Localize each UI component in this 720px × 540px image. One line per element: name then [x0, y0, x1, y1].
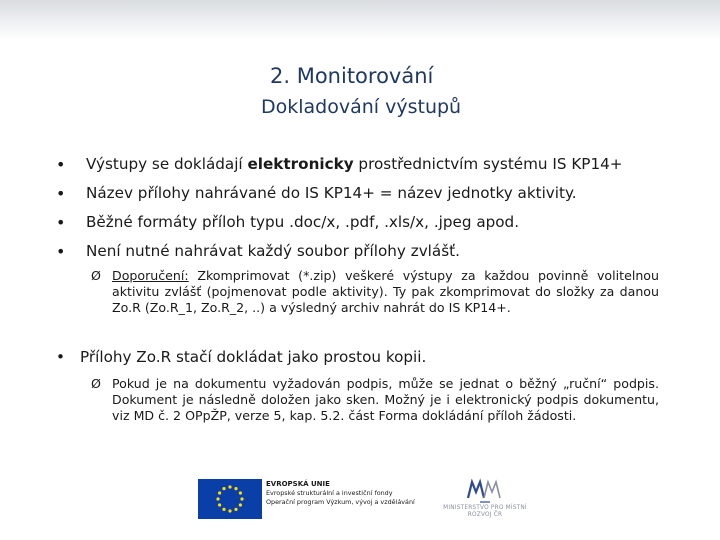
sub-bullet-signature	[91, 376, 659, 424]
ministry-caption: MINISTERSTVO PRO MÍSTNÍ ROZVOJ ČR	[443, 505, 527, 518]
list-item	[56, 348, 426, 366]
slide-title: 2. Monitorování	[270, 64, 434, 88]
bullet-5-text: Přílohy Zo.R stačí dokládat jako prostou kopii.	[80, 348, 427, 366]
bullet-1-text-end: prostřednictvím systému IS KP14+	[353, 155, 623, 173]
eu-programme-line: Operační program Výzkum, vývoj a vzdělávání	[266, 498, 415, 507]
main-bullet-list	[55, 150, 685, 266]
list-item	[55, 208, 685, 237]
list-item	[55, 237, 685, 266]
bullet-2-text: Název přílohy nahrávané do IS KP14+ = název jednotky aktivity.	[86, 184, 577, 202]
bullet-1-text-start: Výstupy se dokládají	[86, 155, 248, 173]
list-item	[55, 150, 685, 179]
recommendation-text: Zkomprimovat (*.zip) veškeré výstupy za každou povinně volitelnou aktivitu zvlášť (pojmenovat podle aktivity). Ty pak zkomprimovat do složky za danou Zo.R (Zo.R_1, Zo.R_2, ..) a výsledný archiv nahrát do IS KP14+.	[112, 268, 659, 315]
arrow-bullet-icon: Ø	[91, 376, 101, 391]
eu-funds-line: Evropské strukturální a investiční fondy	[266, 489, 393, 498]
recommendation-label: Doporučení:	[112, 268, 189, 283]
bullet-1-bold-text: elektronicky	[247, 155, 354, 173]
bullet-4-text: Není nutné nahrávat každý soubor přílohy zvlášť.	[86, 242, 460, 260]
slide-subtitle: Dokladování výstupů	[261, 96, 462, 118]
bullet-3-text: Běžné formáty příloh typu .doc/x, .pdf, .xls/x, .jpeg apod.	[86, 213, 520, 231]
sub-bullet-2-text: Pokud je na dokumentu vyžadován podpis, může se jednat o běžný „ruční“ podpis. Dokument je následně doložen jako sken. Možný je i elektronický podpis dokumentu, viz MD č. 2 OPpŽP, verze 5, kap. 5.2. část Forma dokládání příloh žádosti.	[112, 376, 659, 423]
top-gradient-band	[0, 0, 720, 40]
sub-bullet-recommendation	[91, 268, 659, 316]
list-item	[55, 179, 685, 208]
arrow-bullet-icon: Ø	[91, 268, 101, 283]
eu-funding-text	[266, 480, 456, 508]
eu-flag-logo	[198, 479, 262, 519]
eu-title: EVROPSKÁ UNIE	[266, 480, 330, 488]
ministry-emblem-icon	[468, 482, 500, 502]
sub-bullet-1-text	[91, 268, 659, 316]
bullet-icon: •	[56, 348, 65, 366]
